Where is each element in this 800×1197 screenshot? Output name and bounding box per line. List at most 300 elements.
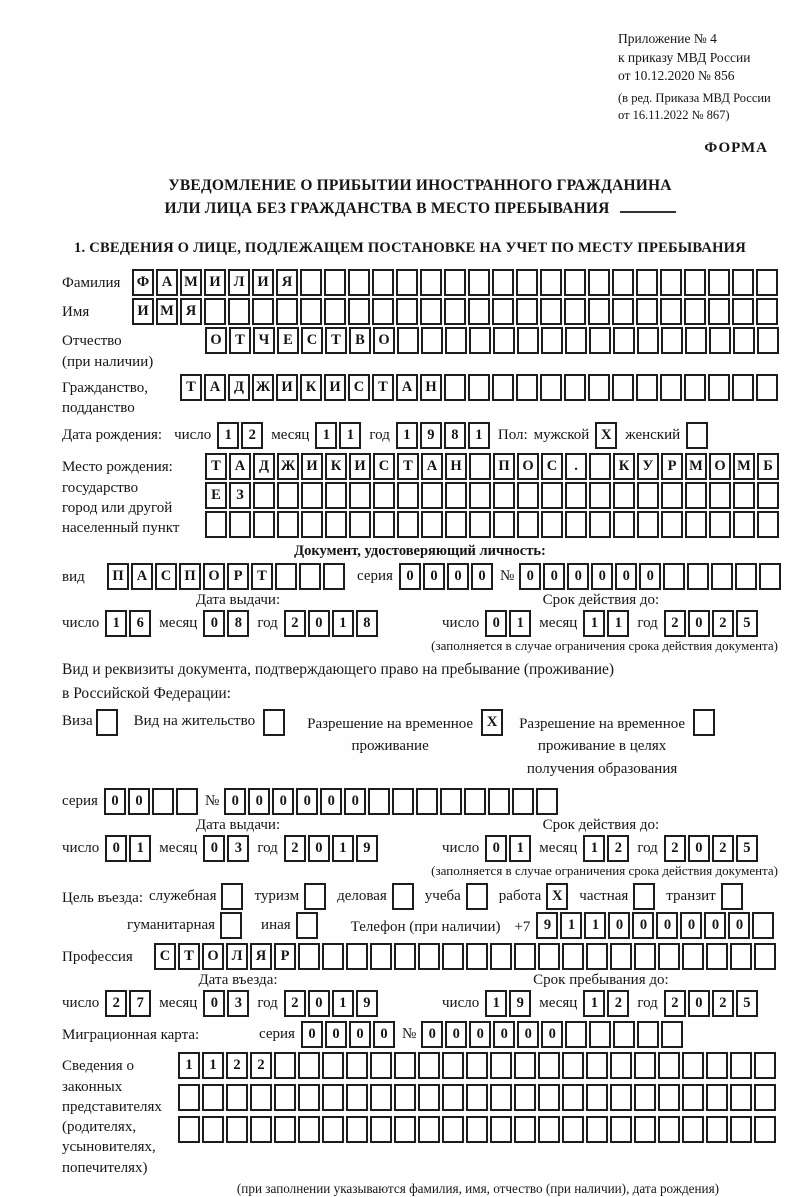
char-cell[interactable] bbox=[445, 482, 467, 509]
char-cell[interactable] bbox=[613, 327, 635, 354]
char-cell[interactable]: 2 bbox=[712, 835, 734, 862]
char-cell[interactable] bbox=[636, 374, 658, 401]
char-cell[interactable]: 1 bbox=[468, 422, 490, 449]
char-cell[interactable]: А bbox=[156, 269, 178, 296]
char-cell[interactable] bbox=[752, 912, 774, 939]
char-cell[interactable]: Т bbox=[229, 327, 251, 354]
char-cell[interactable] bbox=[732, 269, 754, 296]
char-cell[interactable]: Т bbox=[180, 374, 202, 401]
char-cell[interactable]: 1 bbox=[178, 1052, 200, 1079]
char-cell[interactable]: 0 bbox=[373, 1021, 395, 1048]
char-cell[interactable] bbox=[565, 327, 587, 354]
char-cell[interactable] bbox=[325, 511, 347, 538]
char-cell[interactable]: 0 bbox=[517, 1021, 539, 1048]
purpose-humanitarian-checkbox[interactable] bbox=[220, 912, 242, 939]
char-cell[interactable] bbox=[613, 511, 635, 538]
char-cell[interactable]: 1 bbox=[332, 835, 354, 862]
char-cell[interactable] bbox=[541, 482, 563, 509]
char-cell[interactable] bbox=[466, 1116, 488, 1143]
char-cell[interactable] bbox=[684, 269, 706, 296]
char-cell[interactable] bbox=[275, 563, 297, 590]
char-cell[interactable] bbox=[564, 269, 586, 296]
char-cell[interactable] bbox=[636, 269, 658, 296]
char-cell[interactable] bbox=[348, 269, 370, 296]
char-cell[interactable] bbox=[418, 943, 440, 970]
char-cell[interactable] bbox=[637, 482, 659, 509]
char-cell[interactable] bbox=[276, 298, 298, 325]
char-cell[interactable] bbox=[612, 374, 634, 401]
char-cell[interactable]: И bbox=[204, 269, 226, 296]
char-cell[interactable] bbox=[323, 563, 345, 590]
char-cell[interactable]: 2 bbox=[607, 990, 629, 1017]
char-cell[interactable]: К bbox=[300, 374, 322, 401]
char-cell[interactable]: 1 bbox=[332, 610, 354, 637]
char-cell[interactable] bbox=[682, 1052, 704, 1079]
char-cell[interactable] bbox=[684, 298, 706, 325]
char-cell[interactable]: 8 bbox=[356, 610, 378, 637]
char-cell[interactable] bbox=[493, 327, 515, 354]
char-cell[interactable]: П bbox=[493, 453, 515, 480]
char-cell[interactable]: 2 bbox=[226, 1052, 248, 1079]
char-cell[interactable]: 0 bbox=[688, 835, 710, 862]
char-cell[interactable]: О bbox=[517, 453, 539, 480]
char-cell[interactable] bbox=[708, 374, 730, 401]
char-cell[interactable]: С bbox=[373, 453, 395, 480]
purpose-private-checkbox[interactable] bbox=[633, 883, 655, 910]
char-cell[interactable] bbox=[176, 788, 198, 815]
char-cell[interactable]: 0 bbox=[421, 1021, 443, 1048]
char-cell[interactable]: 7 bbox=[129, 990, 151, 1017]
char-cell[interactable] bbox=[709, 511, 731, 538]
char-cell[interactable] bbox=[564, 374, 586, 401]
char-cell[interactable]: 9 bbox=[356, 835, 378, 862]
char-cell[interactable] bbox=[589, 482, 611, 509]
char-cell[interactable] bbox=[442, 1084, 464, 1111]
char-cell[interactable] bbox=[368, 788, 390, 815]
char-cell[interactable] bbox=[445, 511, 467, 538]
char-cell[interactable] bbox=[562, 1116, 584, 1143]
char-cell[interactable] bbox=[202, 1116, 224, 1143]
char-cell[interactable]: П bbox=[107, 563, 129, 590]
char-cell[interactable]: 0 bbox=[296, 788, 318, 815]
char-cell[interactable] bbox=[759, 563, 781, 590]
char-cell[interactable] bbox=[444, 269, 466, 296]
char-cell[interactable] bbox=[250, 1116, 272, 1143]
char-cell[interactable] bbox=[682, 1084, 704, 1111]
char-cell[interactable]: 6 bbox=[129, 610, 151, 637]
char-cell[interactable]: 0 bbox=[493, 1021, 515, 1048]
char-cell[interactable] bbox=[490, 1084, 512, 1111]
char-cell[interactable] bbox=[706, 1084, 728, 1111]
char-cell[interactable] bbox=[469, 453, 491, 480]
char-cell[interactable]: Я bbox=[180, 298, 202, 325]
char-cell[interactable]: 1 bbox=[217, 422, 239, 449]
char-cell[interactable]: Т bbox=[251, 563, 273, 590]
char-cell[interactable]: Н bbox=[420, 374, 442, 401]
char-cell[interactable] bbox=[661, 482, 683, 509]
char-cell[interactable]: С bbox=[154, 943, 176, 970]
char-cell[interactable]: О bbox=[203, 563, 225, 590]
char-cell[interactable]: 1 bbox=[607, 610, 629, 637]
char-cell[interactable]: Ч bbox=[253, 327, 275, 354]
char-cell[interactable] bbox=[538, 1084, 560, 1111]
char-cell[interactable] bbox=[706, 1052, 728, 1079]
char-cell[interactable]: Т bbox=[205, 453, 227, 480]
char-cell[interactable]: 0 bbox=[541, 1021, 563, 1048]
char-cell[interactable]: 2 bbox=[712, 990, 734, 1017]
char-cell[interactable]: 0 bbox=[471, 563, 493, 590]
rvp-education-checkbox[interactable] bbox=[693, 709, 715, 736]
char-cell[interactable] bbox=[708, 298, 730, 325]
char-cell[interactable] bbox=[756, 374, 778, 401]
char-cell[interactable] bbox=[397, 511, 419, 538]
char-cell[interactable]: 2 bbox=[284, 835, 306, 862]
char-cell[interactable] bbox=[492, 269, 514, 296]
char-cell[interactable] bbox=[416, 788, 438, 815]
char-cell[interactable] bbox=[394, 1052, 416, 1079]
char-cell[interactable]: 0 bbox=[608, 912, 630, 939]
char-cell[interactable]: 0 bbox=[308, 610, 330, 637]
char-cell[interactable] bbox=[541, 511, 563, 538]
char-cell[interactable] bbox=[420, 298, 442, 325]
char-cell[interactable]: П bbox=[179, 563, 201, 590]
char-cell[interactable] bbox=[322, 943, 344, 970]
char-cell[interactable] bbox=[346, 943, 368, 970]
char-cell[interactable]: Т bbox=[372, 374, 394, 401]
char-cell[interactable]: И bbox=[276, 374, 298, 401]
char-cell[interactable]: С bbox=[541, 453, 563, 480]
char-cell[interactable]: 1 bbox=[339, 422, 361, 449]
char-cell[interactable] bbox=[540, 298, 562, 325]
char-cell[interactable]: 2 bbox=[664, 990, 686, 1017]
char-cell[interactable] bbox=[469, 511, 491, 538]
char-cell[interactable] bbox=[152, 788, 174, 815]
char-cell[interactable]: 0 bbox=[567, 563, 589, 590]
purpose-study-checkbox[interactable] bbox=[466, 883, 488, 910]
sex-female-checkbox[interactable] bbox=[686, 422, 708, 449]
char-cell[interactable] bbox=[610, 943, 632, 970]
char-cell[interactable] bbox=[349, 511, 371, 538]
char-cell[interactable] bbox=[488, 788, 510, 815]
char-cell[interactable] bbox=[660, 374, 682, 401]
char-cell[interactable]: К bbox=[613, 453, 635, 480]
char-cell[interactable] bbox=[564, 298, 586, 325]
char-cell[interactable]: 0 bbox=[203, 990, 225, 1017]
char-cell[interactable]: 1 bbox=[129, 835, 151, 862]
char-cell[interactable] bbox=[466, 1084, 488, 1111]
char-cell[interactable] bbox=[300, 269, 322, 296]
char-cell[interactable] bbox=[346, 1052, 368, 1079]
purpose-other-checkbox[interactable] bbox=[296, 912, 318, 939]
char-cell[interactable] bbox=[202, 1084, 224, 1111]
char-cell[interactable] bbox=[392, 788, 414, 815]
char-cell[interactable] bbox=[298, 1084, 320, 1111]
char-cell[interactable]: 0 bbox=[591, 563, 613, 590]
char-cell[interactable]: А bbox=[396, 374, 418, 401]
char-cell[interactable] bbox=[346, 1116, 368, 1143]
char-cell[interactable]: Т bbox=[178, 943, 200, 970]
char-cell[interactable] bbox=[178, 1084, 200, 1111]
char-cell[interactable]: 0 bbox=[485, 610, 507, 637]
char-cell[interactable] bbox=[754, 943, 776, 970]
char-cell[interactable] bbox=[735, 563, 757, 590]
char-cell[interactable]: 2 bbox=[607, 835, 629, 862]
purpose-official-checkbox[interactable] bbox=[221, 883, 243, 910]
char-cell[interactable]: 0 bbox=[104, 788, 126, 815]
char-cell[interactable]: Я bbox=[250, 943, 272, 970]
char-cell[interactable] bbox=[397, 482, 419, 509]
char-cell[interactable] bbox=[565, 511, 587, 538]
char-cell[interactable]: О bbox=[709, 453, 731, 480]
char-cell[interactable]: Я bbox=[276, 269, 298, 296]
char-cell[interactable]: 2 bbox=[284, 990, 306, 1017]
char-cell[interactable] bbox=[420, 269, 442, 296]
char-cell[interactable]: И bbox=[301, 453, 323, 480]
char-cell[interactable] bbox=[663, 563, 685, 590]
char-cell[interactable]: У bbox=[637, 453, 659, 480]
char-cell[interactable]: 0 bbox=[308, 990, 330, 1017]
char-cell[interactable]: Р bbox=[661, 453, 683, 480]
char-cell[interactable]: 0 bbox=[445, 1021, 467, 1048]
char-cell[interactable] bbox=[706, 943, 728, 970]
char-cell[interactable] bbox=[373, 511, 395, 538]
char-cell[interactable] bbox=[301, 511, 323, 538]
char-cell[interactable] bbox=[252, 298, 274, 325]
char-cell[interactable] bbox=[733, 511, 755, 538]
char-cell[interactable] bbox=[394, 1084, 416, 1111]
char-cell[interactable]: М bbox=[180, 269, 202, 296]
char-cell[interactable] bbox=[514, 1084, 536, 1111]
char-cell[interactable]: 1 bbox=[105, 610, 127, 637]
char-cell[interactable] bbox=[418, 1052, 440, 1079]
char-cell[interactable]: Ж bbox=[252, 374, 274, 401]
char-cell[interactable]: 0 bbox=[349, 1021, 371, 1048]
char-cell[interactable] bbox=[514, 943, 536, 970]
char-cell[interactable] bbox=[684, 374, 706, 401]
char-cell[interactable]: 2 bbox=[241, 422, 263, 449]
char-cell[interactable] bbox=[538, 1116, 560, 1143]
char-cell[interactable]: 0 bbox=[203, 610, 225, 637]
char-cell[interactable] bbox=[754, 1084, 776, 1111]
char-cell[interactable] bbox=[517, 327, 539, 354]
char-cell[interactable]: 1 bbox=[396, 422, 418, 449]
char-cell[interactable] bbox=[396, 269, 418, 296]
char-cell[interactable] bbox=[732, 374, 754, 401]
char-cell[interactable] bbox=[730, 1052, 752, 1079]
char-cell[interactable] bbox=[514, 1116, 536, 1143]
char-cell[interactable] bbox=[490, 1116, 512, 1143]
char-cell[interactable] bbox=[588, 269, 610, 296]
char-cell[interactable] bbox=[589, 511, 611, 538]
char-cell[interactable]: 0 bbox=[639, 563, 661, 590]
char-cell[interactable] bbox=[301, 482, 323, 509]
char-cell[interactable] bbox=[204, 298, 226, 325]
char-cell[interactable] bbox=[612, 298, 634, 325]
char-cell[interactable] bbox=[637, 511, 659, 538]
char-cell[interactable]: 0 bbox=[105, 835, 127, 862]
char-cell[interactable] bbox=[397, 327, 419, 354]
char-cell[interactable]: 0 bbox=[728, 912, 750, 939]
char-cell[interactable] bbox=[418, 1084, 440, 1111]
char-cell[interactable] bbox=[490, 1052, 512, 1079]
char-cell[interactable] bbox=[754, 1052, 776, 1079]
char-cell[interactable] bbox=[658, 1084, 680, 1111]
char-cell[interactable]: 0 bbox=[680, 912, 702, 939]
char-cell[interactable]: 2 bbox=[664, 835, 686, 862]
char-cell[interactable] bbox=[298, 943, 320, 970]
char-cell[interactable] bbox=[348, 298, 370, 325]
char-cell[interactable]: 1 bbox=[583, 835, 605, 862]
char-cell[interactable] bbox=[634, 1084, 656, 1111]
char-cell[interactable] bbox=[541, 327, 563, 354]
char-cell[interactable] bbox=[493, 482, 515, 509]
char-cell[interactable] bbox=[324, 298, 346, 325]
char-cell[interactable] bbox=[468, 298, 490, 325]
char-cell[interactable]: 1 bbox=[315, 422, 337, 449]
char-cell[interactable] bbox=[274, 1116, 296, 1143]
char-cell[interactable] bbox=[444, 298, 466, 325]
char-cell[interactable]: 1 bbox=[560, 912, 582, 939]
purpose-transit-checkbox[interactable] bbox=[721, 883, 743, 910]
char-cell[interactable] bbox=[228, 298, 250, 325]
char-cell[interactable]: 0 bbox=[632, 912, 654, 939]
char-cell[interactable] bbox=[708, 269, 730, 296]
char-cell[interactable] bbox=[610, 1052, 632, 1079]
char-cell[interactable] bbox=[682, 1116, 704, 1143]
char-cell[interactable] bbox=[421, 511, 443, 538]
char-cell[interactable]: Д bbox=[253, 453, 275, 480]
char-cell[interactable] bbox=[685, 482, 707, 509]
char-cell[interactable] bbox=[658, 1116, 680, 1143]
char-cell[interactable]: 0 bbox=[128, 788, 150, 815]
char-cell[interactable] bbox=[588, 374, 610, 401]
char-cell[interactable] bbox=[660, 269, 682, 296]
char-cell[interactable]: К bbox=[325, 453, 347, 480]
char-cell[interactable]: 1 bbox=[332, 990, 354, 1017]
char-cell[interactable]: А bbox=[131, 563, 153, 590]
char-cell[interactable] bbox=[274, 1052, 296, 1079]
char-cell[interactable] bbox=[325, 482, 347, 509]
char-cell[interactable] bbox=[589, 453, 611, 480]
char-cell[interactable]: З bbox=[229, 482, 251, 509]
char-cell[interactable] bbox=[562, 1084, 584, 1111]
char-cell[interactable]: Р bbox=[274, 943, 296, 970]
rvp-checkbox[interactable]: X bbox=[481, 709, 503, 736]
char-cell[interactable]: 0 bbox=[344, 788, 366, 815]
char-cell[interactable] bbox=[514, 1052, 536, 1079]
char-cell[interactable] bbox=[610, 1084, 632, 1111]
char-cell[interactable] bbox=[445, 327, 467, 354]
char-cell[interactable] bbox=[730, 1116, 752, 1143]
char-cell[interactable] bbox=[709, 482, 731, 509]
char-cell[interactable] bbox=[636, 298, 658, 325]
char-cell[interactable] bbox=[442, 1052, 464, 1079]
char-cell[interactable]: 3 bbox=[227, 990, 249, 1017]
char-cell[interactable] bbox=[372, 298, 394, 325]
char-cell[interactable]: 2 bbox=[284, 610, 306, 637]
char-cell[interactable] bbox=[562, 1052, 584, 1079]
char-cell[interactable] bbox=[756, 298, 778, 325]
char-cell[interactable] bbox=[757, 511, 779, 538]
char-cell[interactable] bbox=[466, 1052, 488, 1079]
char-cell[interactable] bbox=[226, 1084, 248, 1111]
char-cell[interactable]: М bbox=[685, 453, 707, 480]
char-cell[interactable]: С bbox=[348, 374, 370, 401]
char-cell[interactable] bbox=[536, 788, 558, 815]
char-cell[interactable] bbox=[349, 482, 371, 509]
char-cell[interactable] bbox=[253, 482, 275, 509]
char-cell[interactable] bbox=[322, 1052, 344, 1079]
char-cell[interactable]: 5 bbox=[736, 835, 758, 862]
char-cell[interactable] bbox=[586, 943, 608, 970]
char-cell[interactable]: 2 bbox=[105, 990, 127, 1017]
char-cell[interactable] bbox=[540, 269, 562, 296]
char-cell[interactable]: 1 bbox=[584, 912, 606, 939]
char-cell[interactable]: В bbox=[349, 327, 371, 354]
char-cell[interactable]: А bbox=[204, 374, 226, 401]
char-cell[interactable] bbox=[516, 298, 538, 325]
char-cell[interactable]: С bbox=[155, 563, 177, 590]
char-cell[interactable]: Ф bbox=[132, 269, 154, 296]
char-cell[interactable]: И bbox=[132, 298, 154, 325]
char-cell[interactable] bbox=[322, 1084, 344, 1111]
char-cell[interactable]: Т bbox=[397, 453, 419, 480]
char-cell[interactable]: 0 bbox=[469, 1021, 491, 1048]
char-cell[interactable]: 0 bbox=[615, 563, 637, 590]
char-cell[interactable]: Н bbox=[445, 453, 467, 480]
char-cell[interactable] bbox=[613, 482, 635, 509]
char-cell[interactable] bbox=[468, 374, 490, 401]
char-cell[interactable]: 1 bbox=[583, 610, 605, 637]
char-cell[interactable]: 0 bbox=[688, 610, 710, 637]
residence-permit-checkbox[interactable] bbox=[263, 709, 285, 736]
char-cell[interactable]: О bbox=[202, 943, 224, 970]
char-cell[interactable] bbox=[658, 1052, 680, 1079]
char-cell[interactable] bbox=[730, 943, 752, 970]
char-cell[interactable] bbox=[346, 1084, 368, 1111]
char-cell[interactable]: Ж bbox=[277, 453, 299, 480]
char-cell[interactable]: 0 bbox=[325, 1021, 347, 1048]
char-cell[interactable]: 0 bbox=[301, 1021, 323, 1048]
char-cell[interactable] bbox=[516, 374, 538, 401]
char-cell[interactable]: 0 bbox=[688, 990, 710, 1017]
char-cell[interactable] bbox=[637, 327, 659, 354]
char-cell[interactable] bbox=[178, 1116, 200, 1143]
char-cell[interactable] bbox=[637, 1021, 659, 1048]
char-cell[interactable]: 0 bbox=[272, 788, 294, 815]
char-cell[interactable] bbox=[634, 943, 656, 970]
visa-checkbox[interactable] bbox=[96, 709, 118, 736]
char-cell[interactable] bbox=[229, 511, 251, 538]
char-cell[interactable]: 9 bbox=[420, 422, 442, 449]
char-cell[interactable] bbox=[706, 1116, 728, 1143]
char-cell[interactable]: Е bbox=[205, 482, 227, 509]
char-cell[interactable] bbox=[733, 327, 755, 354]
purpose-work-checkbox[interactable]: X bbox=[546, 883, 568, 910]
char-cell[interactable]: 9 bbox=[356, 990, 378, 1017]
char-cell[interactable] bbox=[612, 269, 634, 296]
char-cell[interactable] bbox=[661, 511, 683, 538]
char-cell[interactable] bbox=[421, 482, 443, 509]
char-cell[interactable]: 8 bbox=[227, 610, 249, 637]
char-cell[interactable] bbox=[682, 943, 704, 970]
char-cell[interactable]: М bbox=[156, 298, 178, 325]
char-cell[interactable] bbox=[610, 1116, 632, 1143]
char-cell[interactable] bbox=[490, 943, 512, 970]
char-cell[interactable] bbox=[660, 298, 682, 325]
char-cell[interactable]: 5 bbox=[736, 610, 758, 637]
char-cell[interactable]: 0 bbox=[704, 912, 726, 939]
